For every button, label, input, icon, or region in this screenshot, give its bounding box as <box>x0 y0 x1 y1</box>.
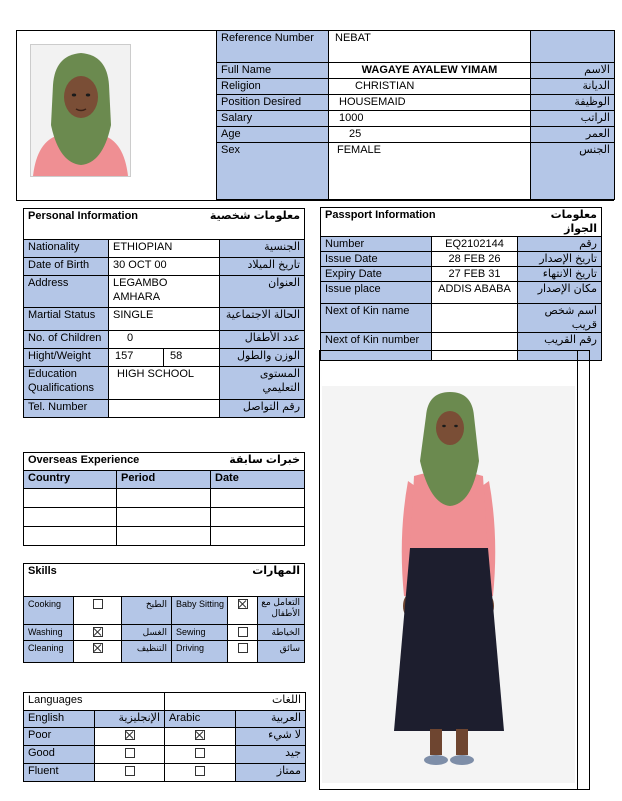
level-poor-label-ar: لا شيء <box>236 728 306 746</box>
skill-cleaning-label: Cleaning <box>24 641 74 663</box>
header-row-reference <box>217 31 615 63</box>
height-weight-label-ar: الوزن والطول <box>220 349 305 367</box>
full-body-photo <box>322 386 575 783</box>
header-row-salary <box>217 111 615 127</box>
kin-number-label: Next of Kin number <box>321 333 432 361</box>
kin-name-label: Next of Kin name <box>321 304 432 333</box>
nationality-value: ETHIOPIAN <box>109 240 220 258</box>
tel-label-ar: رقم التواصل <box>220 400 305 418</box>
issue-date-value: 28 FEB 26 <box>432 252 518 267</box>
table-row <box>24 508 305 527</box>
skill-sewing-label-ar: الخياطة <box>258 625 305 641</box>
overseas-cell <box>24 489 117 508</box>
overseas-title-row <box>24 453 305 471</box>
skills-row-3 <box>24 641 305 663</box>
level-good-label-ar: جيد <box>236 746 306 764</box>
marital-label: Martial Status <box>24 308 109 331</box>
skills-row-2 <box>24 625 305 641</box>
weight-value: 58 <box>164 349 220 367</box>
header-row-name <box>217 63 615 79</box>
skill-driving-label: Driving <box>172 641 228 663</box>
age-label-ar: العمر <box>531 127 615 143</box>
age-label: Age <box>217 127 329 143</box>
overseas-header-row <box>24 471 305 489</box>
full-body-frame-divider <box>577 350 578 790</box>
expiry-date-label-ar: تاريخ الانتهاء <box>518 267 602 282</box>
skill-cooking-label-ar: الطبخ <box>122 597 172 625</box>
skill-washing-checkbox[interactable] <box>93 627 103 637</box>
skills-table <box>23 563 305 663</box>
passport-row-kin-name <box>321 304 602 333</box>
overseas-col-date: Date <box>211 471 305 489</box>
marital-value: SINGLE <box>109 308 220 331</box>
english-good-cell <box>95 746 165 764</box>
skill-babysitting-cell <box>228 597 258 625</box>
age-value: 25 <box>329 127 531 143</box>
skills-title-ar: المهارات <box>172 564 305 597</box>
passport-row-issue <box>321 252 602 267</box>
english-poor-cell <box>95 728 165 746</box>
languages-title: Languages <box>24 693 165 711</box>
passport-title-row <box>321 208 602 237</box>
position-label: Position Desired <box>217 95 329 111</box>
overseas-cell <box>211 508 305 527</box>
skill-washing-cell <box>74 625 122 641</box>
personal-row-address <box>24 276 305 308</box>
kin-name-label-ar: اسم شخص قريب <box>518 304 602 333</box>
arabic-good-checkbox[interactable] <box>195 748 205 758</box>
fullname-value: WAGAYE AYALEW YIMAM <box>329 63 531 79</box>
expiry-date-value: 27 FEB 31 <box>432 267 518 282</box>
passport-row-expiry <box>321 267 602 282</box>
skill-washing-label-ar: الغسل <box>122 625 172 641</box>
skills-title: Skills <box>24 564 172 597</box>
level-fluent-label: Fluent <box>24 764 95 782</box>
skill-washing-label: Washing <box>24 625 74 641</box>
salary-label-ar: الراتب <box>531 111 615 127</box>
skill-babysitting-checkbox[interactable] <box>238 599 248 609</box>
expiry-date-label: Expiry Date <box>321 267 432 282</box>
table-row <box>24 489 305 508</box>
passport-number-label-ar: رقم <box>518 237 602 252</box>
personal-row-nationality <box>24 240 305 258</box>
personal-title-ar: معلومات شخصية <box>164 209 305 240</box>
skill-babysitting-label-ar: التعامل مع الأطفال <box>258 597 305 625</box>
skills-title-row <box>24 564 305 597</box>
languages-row-poor <box>24 728 306 746</box>
reference-label: Reference Number <box>217 31 329 63</box>
english-poor-checkbox[interactable] <box>125 730 135 740</box>
religion-label-ar: الديانة <box>531 79 615 95</box>
children-value: 0 <box>109 331 220 349</box>
skill-cooking-label: Cooking <box>24 597 74 625</box>
header-row-position <box>217 95 615 111</box>
sex-label: Sex <box>217 143 329 200</box>
skill-cooking-cell <box>74 597 122 625</box>
overseas-cell <box>117 508 211 527</box>
dob-label: Date of Birth <box>24 258 109 276</box>
languages-title-ar: اللغات <box>165 693 306 711</box>
arabic-label-ar: العربية <box>236 711 306 728</box>
overseas-title-ar: خبرات سابقة <box>211 453 305 471</box>
dob-value: 30 OCT 00 <box>109 258 220 276</box>
arabic-good-cell <box>165 746 236 764</box>
portrait-photo <box>30 44 131 177</box>
english-fluent-checkbox[interactable] <box>125 766 135 776</box>
issue-date-label-ar: تاريخ الإصدار <box>518 252 602 267</box>
overseas-cell <box>24 508 117 527</box>
fullname-label: Full Name <box>217 63 329 79</box>
skill-driving-label-ar: سائق <box>258 641 305 663</box>
overseas-col-period: Period <box>117 471 211 489</box>
kin-number-label-ar: رقم القريب <box>518 333 602 361</box>
table-row <box>24 527 305 546</box>
kin-name-value <box>432 304 518 333</box>
english-good-checkbox[interactable] <box>125 748 135 758</box>
languages-header-row <box>24 711 306 728</box>
arabic-label: Arabic <box>165 711 236 728</box>
personal-row-children <box>24 331 305 349</box>
issue-place-label: Issue place <box>321 282 432 304</box>
skill-driving-checkbox[interactable] <box>238 643 248 653</box>
header-row-sex <box>217 143 615 200</box>
overseas-col-country: Country <box>24 471 117 489</box>
passport-number-label: Number <box>321 237 432 252</box>
arabic-fluent-checkbox[interactable] <box>195 766 205 776</box>
sex-label-ar: الجنس <box>531 143 615 200</box>
overseas-cell <box>117 489 211 508</box>
skills-row-1 <box>24 597 305 625</box>
skill-cooking-checkbox[interactable] <box>93 599 103 609</box>
personal-row-dob <box>24 258 305 276</box>
level-good-label: Good <box>24 746 95 764</box>
skill-cleaning-label-ar: التنظيف <box>122 641 172 663</box>
arabic-poor-cell <box>165 728 236 746</box>
level-fluent-label-ar: ممتاز <box>236 764 306 782</box>
overseas-table <box>23 452 305 546</box>
nationality-label: Nationality <box>24 240 109 258</box>
position-label-ar: الوظيفة <box>531 95 615 111</box>
skill-sewing-cell <box>228 625 258 641</box>
portrait-illustration <box>31 45 130 176</box>
skill-cleaning-checkbox[interactable] <box>93 643 103 653</box>
english-label: English <box>24 711 95 728</box>
arabic-poor-checkbox[interactable] <box>195 730 205 740</box>
header-table <box>216 30 615 200</box>
reference-label-ar <box>531 31 615 63</box>
issue-place-value: ADDIS ABABA <box>432 282 518 304</box>
children-label: No. of Children <box>24 331 109 349</box>
height-value: 157 <box>109 349 164 367</box>
skill-sewing-label: Sewing <box>172 625 228 641</box>
languages-row-fluent <box>24 764 306 782</box>
dob-label-ar: تاريخ الميلاد <box>220 258 305 276</box>
address-label-ar: العنوان <box>220 276 305 308</box>
passport-title-ar: معلومات الجواز <box>518 208 602 237</box>
full-body-illustration <box>322 386 575 783</box>
arabic-fluent-cell <box>165 764 236 782</box>
personal-title-row <box>24 209 305 240</box>
overseas-title: Overseas Experience <box>24 453 211 471</box>
address-value: LEGAMBO AMHARA <box>109 276 220 308</box>
marital-label-ar: الحالة الاجتماعية <box>220 308 305 331</box>
passport-info-table <box>320 207 602 361</box>
education-label-ar: المستوى التعليمي <box>220 367 305 400</box>
sex-value: FEMALE <box>329 143 531 200</box>
languages-table <box>23 692 306 782</box>
children-label-ar: عدد الأطفال <box>220 331 305 349</box>
skill-babysitting-label: Baby Sitting <box>172 597 228 625</box>
address-label: Address <box>24 276 109 308</box>
nationality-label-ar: الجنسية <box>220 240 305 258</box>
skill-sewing-checkbox[interactable] <box>238 627 248 637</box>
issue-date-label: Issue Date <box>321 252 432 267</box>
overseas-cell <box>211 527 305 546</box>
level-poor-label: Poor <box>24 728 95 746</box>
personal-row-tel <box>24 400 305 418</box>
personal-row-education <box>24 367 305 400</box>
passport-number-value: EQ2102144 <box>432 237 518 252</box>
overseas-cell <box>117 527 211 546</box>
salary-label: Salary <box>217 111 329 127</box>
english-fluent-cell <box>95 764 165 782</box>
personal-row-marital <box>24 308 305 331</box>
header-row-religion <box>217 79 615 95</box>
skill-driving-cell <box>228 641 258 663</box>
passport-title: Passport Information <box>321 208 518 237</box>
tel-value <box>109 400 220 418</box>
salary-value: 1000 <box>329 111 531 127</box>
languages-title-row <box>24 693 306 711</box>
passport-row-number <box>321 237 602 252</box>
position-value: HOUSEMAID <box>329 95 531 111</box>
education-value: HIGH SCHOOL <box>109 367 220 400</box>
header-row-age <box>217 127 615 143</box>
religion-label: Religion <box>217 79 329 95</box>
passport-row-place <box>321 282 602 304</box>
overseas-cell <box>24 527 117 546</box>
fullname-label-ar: الاسم <box>531 63 615 79</box>
personal-title: Personal Information <box>24 209 164 240</box>
skill-cleaning-cell <box>74 641 122 663</box>
height-weight-label: Hight/Weight <box>24 349 109 367</box>
religion-value: CHRISTIAN <box>329 79 531 95</box>
languages-row-good <box>24 746 306 764</box>
reference-value: NEBAT <box>329 31 531 63</box>
personal-row-height-weight <box>24 349 305 367</box>
overseas-cell <box>211 489 305 508</box>
english-label-ar: الإنجليزية <box>95 711 165 728</box>
personal-info-table <box>23 208 305 418</box>
education-label: Education Qualifications <box>24 367 109 400</box>
issue-place-label-ar: مكان الإصدار <box>518 282 602 304</box>
tel-label: Tel. Number <box>24 400 109 418</box>
